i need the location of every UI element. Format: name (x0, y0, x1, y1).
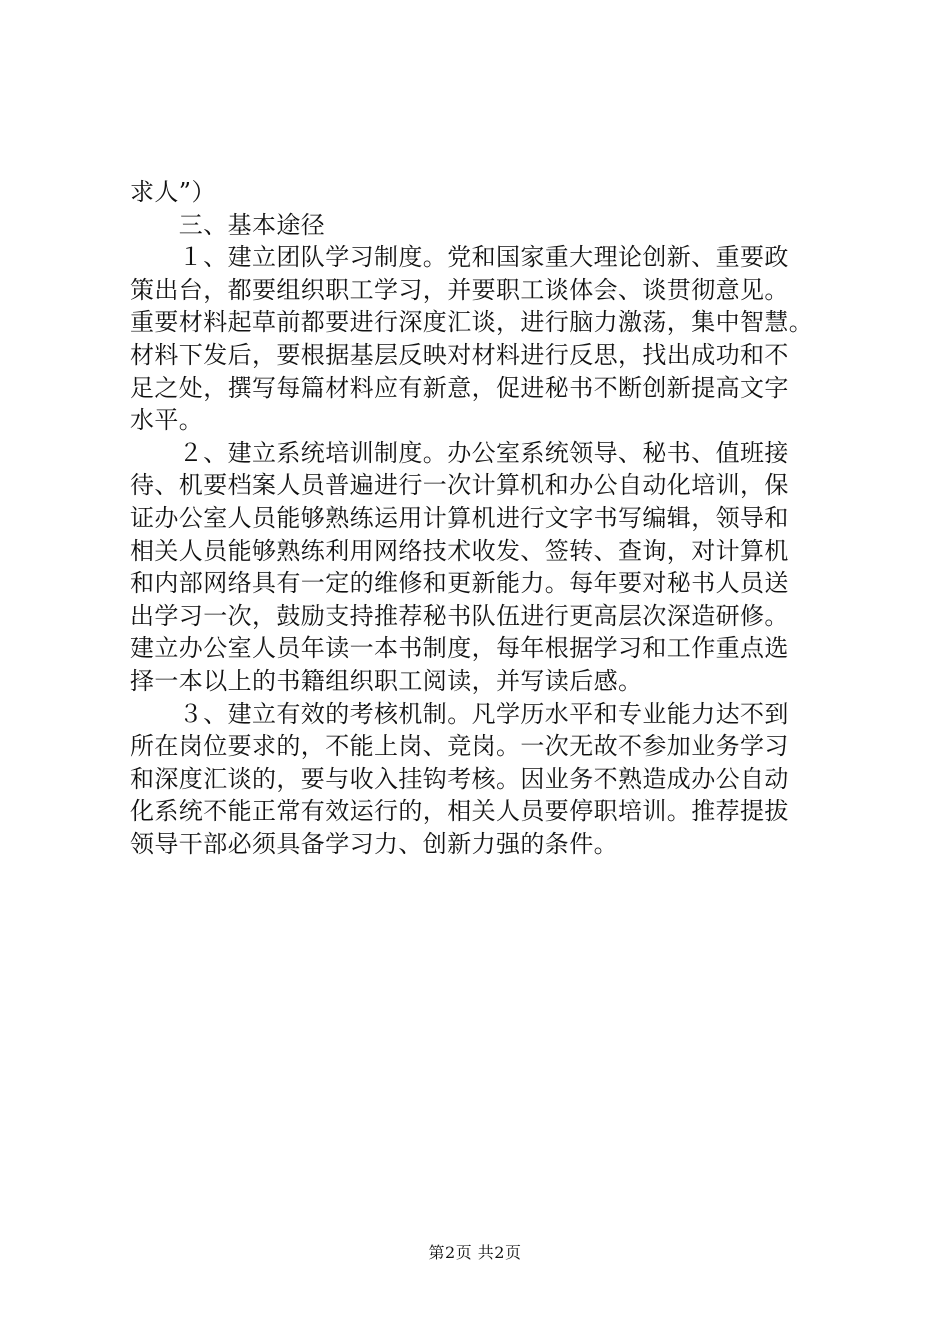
body-line: 领导干部必须具备学习力、创新力强的条件。 (130, 829, 618, 858)
body-line: 水平。 (130, 406, 204, 435)
body-line: 择一本以上的书籍组织职工阅读，并写读后感。 (130, 666, 643, 695)
body-line: ２、建立系统培训制度。办公室系统领导、秘书、值班接 (130, 438, 789, 467)
body-line: 出学习一次，鼓励支持推荐秘书队伍进行更高层次深造研修。 (130, 601, 789, 630)
section-heading: 三、基本途径 (130, 210, 326, 239)
page-number-label: 第2页 共2页 (428, 1243, 522, 1262)
body-line: 和内部网络具有一定的维修和更新能力。每年要对秘书人员送 (130, 569, 789, 598)
body-line: 所在岗位要求的，不能上岗、竞岗。一次无故不参加业务学习 (130, 732, 789, 761)
body-line: ３、建立有效的考核机制。凡学历水平和专业能力达不到 (130, 699, 789, 728)
body-line: １、建立团队学习制度。党和国家重大理论创新、重要政 (130, 243, 789, 272)
body-line: 相关人员能够熟练利用网络技术收发、签转、查询，对计算机 (130, 536, 789, 565)
body-line: 足之处，撰写每篇材料应有新意，促进秘书不断创新提高文字 (130, 373, 789, 402)
body-line: 重要材料起草前都要进行深度汇谈，进行脑力激荡，集中智慧。 (130, 308, 814, 337)
body-line: 待、机要档案人员普遍进行一次计算机和办公自动化培训，保 (130, 471, 789, 500)
body-line: 和深度汇谈的，要与收入挂钩考核。因业务不熟造成办公自动 (130, 764, 789, 793)
body-line: 策出台，都要组织职工学习，并要职工谈体会、谈贯彻意见。 (130, 275, 789, 304)
body-line: 化系统不能正常有效运行的，相关人员要停职培训。推荐提拔 (130, 797, 789, 826)
body-line: 求人”） (130, 178, 216, 206)
body-line: 建立办公室人员年读一本书制度，每年根据学习和工作重点选 (130, 634, 789, 663)
document-body (130, 176, 850, 860)
page-footer (0, 1243, 950, 1263)
body-line: 材料下发后，要根据基层反映对材料进行反思，找出成功和不 (130, 340, 789, 369)
body-line: 证办公室人员能够熟练运用计算机进行文字书写编辑，领导和 (130, 503, 789, 532)
